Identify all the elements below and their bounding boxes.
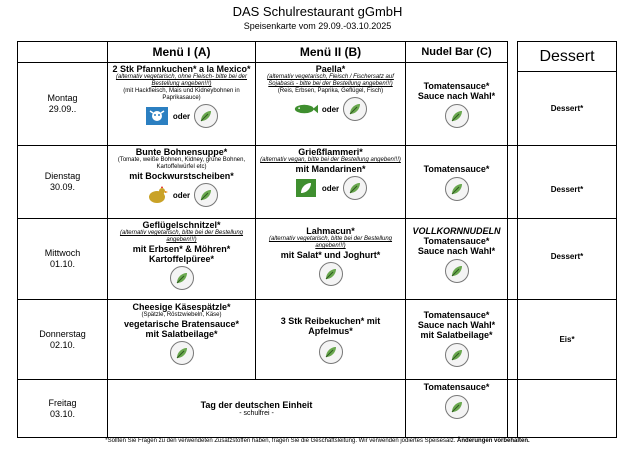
dish-note: (alternativ vegetarisch, bitte bei der Bestellung angeben!!!) <box>119 230 244 243</box>
nudel-mittwoch <box>406 220 507 299</box>
day-cell-freitag <box>18 380 107 437</box>
menu2-mittwoch <box>256 220 405 299</box>
dish-title: 3 Stk Reibekuchen* mit Apfelmus* <box>280 316 381 336</box>
vegetarian-icon <box>319 262 343 286</box>
holiday-subtitle: - schulfrei - <box>239 410 274 417</box>
table-border <box>507 41 508 438</box>
dish-title: Cheesige Käsespätzle* <box>132 302 231 312</box>
nudel-line: Tomatensauce* <box>423 81 490 91</box>
dish-side: mit Mandarinen* <box>295 164 366 174</box>
vegetarian-icon <box>170 341 194 365</box>
vegetarian-icon <box>445 395 469 419</box>
menu-table <box>17 41 617 438</box>
fish-icon <box>294 99 318 119</box>
dish-note: (alternativ vegetarisch, bitte bei der Bestellung angeben!!!) <box>268 236 393 249</box>
holiday-freitag <box>108 380 405 437</box>
dish-side: mit Erbsen* & Möhren* <box>132 244 231 254</box>
dessert-mittwoch: Dessert* <box>550 251 584 261</box>
dish-description: (Spätzle, Röstzwiebeln, Käse) <box>141 312 222 318</box>
page-subtitle: Speisenkarte vom 29.09.-03.10.2025 <box>243 21 392 31</box>
nudel-line: Tomatensauce* <box>423 310 490 320</box>
nudel-line: Tomatensauce* <box>423 382 490 392</box>
nudel-montag <box>406 64 507 145</box>
day-name: Donnerstag <box>39 328 86 339</box>
vegetarian-icon <box>343 97 367 121</box>
menu2-dienstag <box>256 147 405 218</box>
nudel-line: Sauce nach Wahl* <box>417 320 496 330</box>
day-cell-dienstag <box>18 146 107 218</box>
day-cell-mittwoch <box>18 219 107 299</box>
menu1-mittwoch <box>108 220 255 299</box>
menu1-dienstag <box>108 147 255 218</box>
oder-label: oder <box>321 183 340 193</box>
menu2-montag <box>256 64 405 145</box>
vegetarian-icon <box>319 340 343 364</box>
dish-side: mit Bockwurstscheiben* <box>129 171 234 181</box>
vegetarian-icon <box>445 259 469 283</box>
oder-label: oder <box>321 104 340 114</box>
dish-note: (alternativ vegan, bitte bei der Bestellung angeben!!!) <box>260 157 401 163</box>
nudel-line: VOLLKORNNUDELN <box>412 226 501 236</box>
nudel-line: mit Salatbeilage* <box>420 330 493 340</box>
dish-side: Kartoffelpüree* <box>148 254 214 264</box>
header-menu1: Menü I (A) <box>152 45 211 59</box>
dish-title: Bunte Bohnensuppe* <box>135 147 228 157</box>
nudel-line: Tomatensauce* <box>423 236 490 246</box>
dessert-montag: Dessert* <box>550 104 584 113</box>
nudel-line: Sauce nach Wahl* <box>417 246 496 256</box>
day-date: 03.10. <box>49 408 76 419</box>
day-name: Mittwoch <box>44 248 81 258</box>
footnote-text: *Sollten Sie Fragen zu den verwendeten Zusatzstoffen haben, fragen Sie die Geschäftsleitung. Wir verwenden jodiertes Speisesalz. <box>105 438 456 444</box>
vegetarian-icon <box>170 266 194 290</box>
dish-title: Lahmacun* <box>306 226 355 236</box>
header-nudel-bar: Nudel Bar (C) <box>421 46 492 58</box>
header-menu2: Menü II (B) <box>299 45 362 59</box>
dish-title: Grießflammeri* <box>298 147 363 157</box>
cow-icon <box>145 106 169 126</box>
dish-side: mit Salat* und Joghurt* <box>280 250 381 260</box>
dish-note: (alternativ vegetarisch, Fleisch / Fischersatz auf Sojabasis - bitte bei der Bestellung angeben!!!) <box>267 74 394 87</box>
dish-title: 2 Stk Pfannkuchen* a la Mexico* <box>112 64 251 74</box>
vegetarian-icon <box>194 104 218 128</box>
menu1-montag <box>108 64 255 145</box>
dish-title: Paella* <box>315 64 346 74</box>
leaf-icon <box>294 178 318 198</box>
nudel-line: Sauce nach Wahl* <box>417 91 496 101</box>
day-name: Dienstag <box>44 171 81 181</box>
page-title: DAS Schulrestaurant gGmbH <box>232 4 403 19</box>
dish-side: mit Salatbeilage* <box>145 329 218 339</box>
nudel-line: Tomatensauce* <box>423 164 490 174</box>
day-date: 02.10. <box>49 339 76 350</box>
menu1-donnerstag <box>108 302 255 379</box>
day-date: 01.10. <box>49 259 76 269</box>
dessert-donnerstag: Eis* <box>559 335 575 344</box>
vegetarian-icon <box>445 343 469 367</box>
day-date: 30.09. <box>49 182 76 192</box>
footnote <box>0 438 635 444</box>
footnote-bold: Änderungen vorbehalten. <box>457 438 530 444</box>
chicken-icon <box>145 185 169 205</box>
vegetarian-icon <box>445 104 469 128</box>
vegetarian-icon <box>343 176 367 200</box>
day-name: Montag <box>47 93 78 103</box>
dish-description: (mit Hackfleisch, Mais und Kidneybohnen in Paprikasauce) <box>123 88 240 101</box>
oder-label: oder <box>172 111 191 121</box>
vegetarian-icon <box>194 183 218 207</box>
day-date: 29.09.. <box>48 104 77 114</box>
vegetarian-icon <box>445 177 469 201</box>
dish-description: (Reis, Erbsen, Paprika, Geflügel, Fisch) <box>277 88 384 94</box>
dish-note: (alternativ vegetarisch, ohne Fleisch- bitte bei der Bestellung angeben!!!) <box>115 74 248 87</box>
dish-description: (Tomate, weiße Bohnen, Kidney, grüne Bohnen, Kartoffelwürfel etc) <box>117 157 246 170</box>
table-border <box>616 41 617 438</box>
holiday-title: Tag der deutschen Einheit <box>200 400 313 410</box>
dish-side: vegetarische Bratensauce* <box>123 319 240 329</box>
dessert-dienstag: Dessert* <box>550 184 584 194</box>
day-cell-donnerstag <box>18 300 107 379</box>
dish-title: Geflügelschnitzel* <box>142 220 221 230</box>
header-dessert: Dessert <box>539 47 595 65</box>
oder-label: oder <box>172 190 191 200</box>
nudel-freitag <box>406 382 507 437</box>
menu2-donnerstag <box>256 302 405 379</box>
day-cell-montag <box>18 63 107 145</box>
nudel-dienstag <box>406 147 507 218</box>
nudel-donnerstag <box>406 302 507 379</box>
day-name: Freitag <box>48 397 77 408</box>
